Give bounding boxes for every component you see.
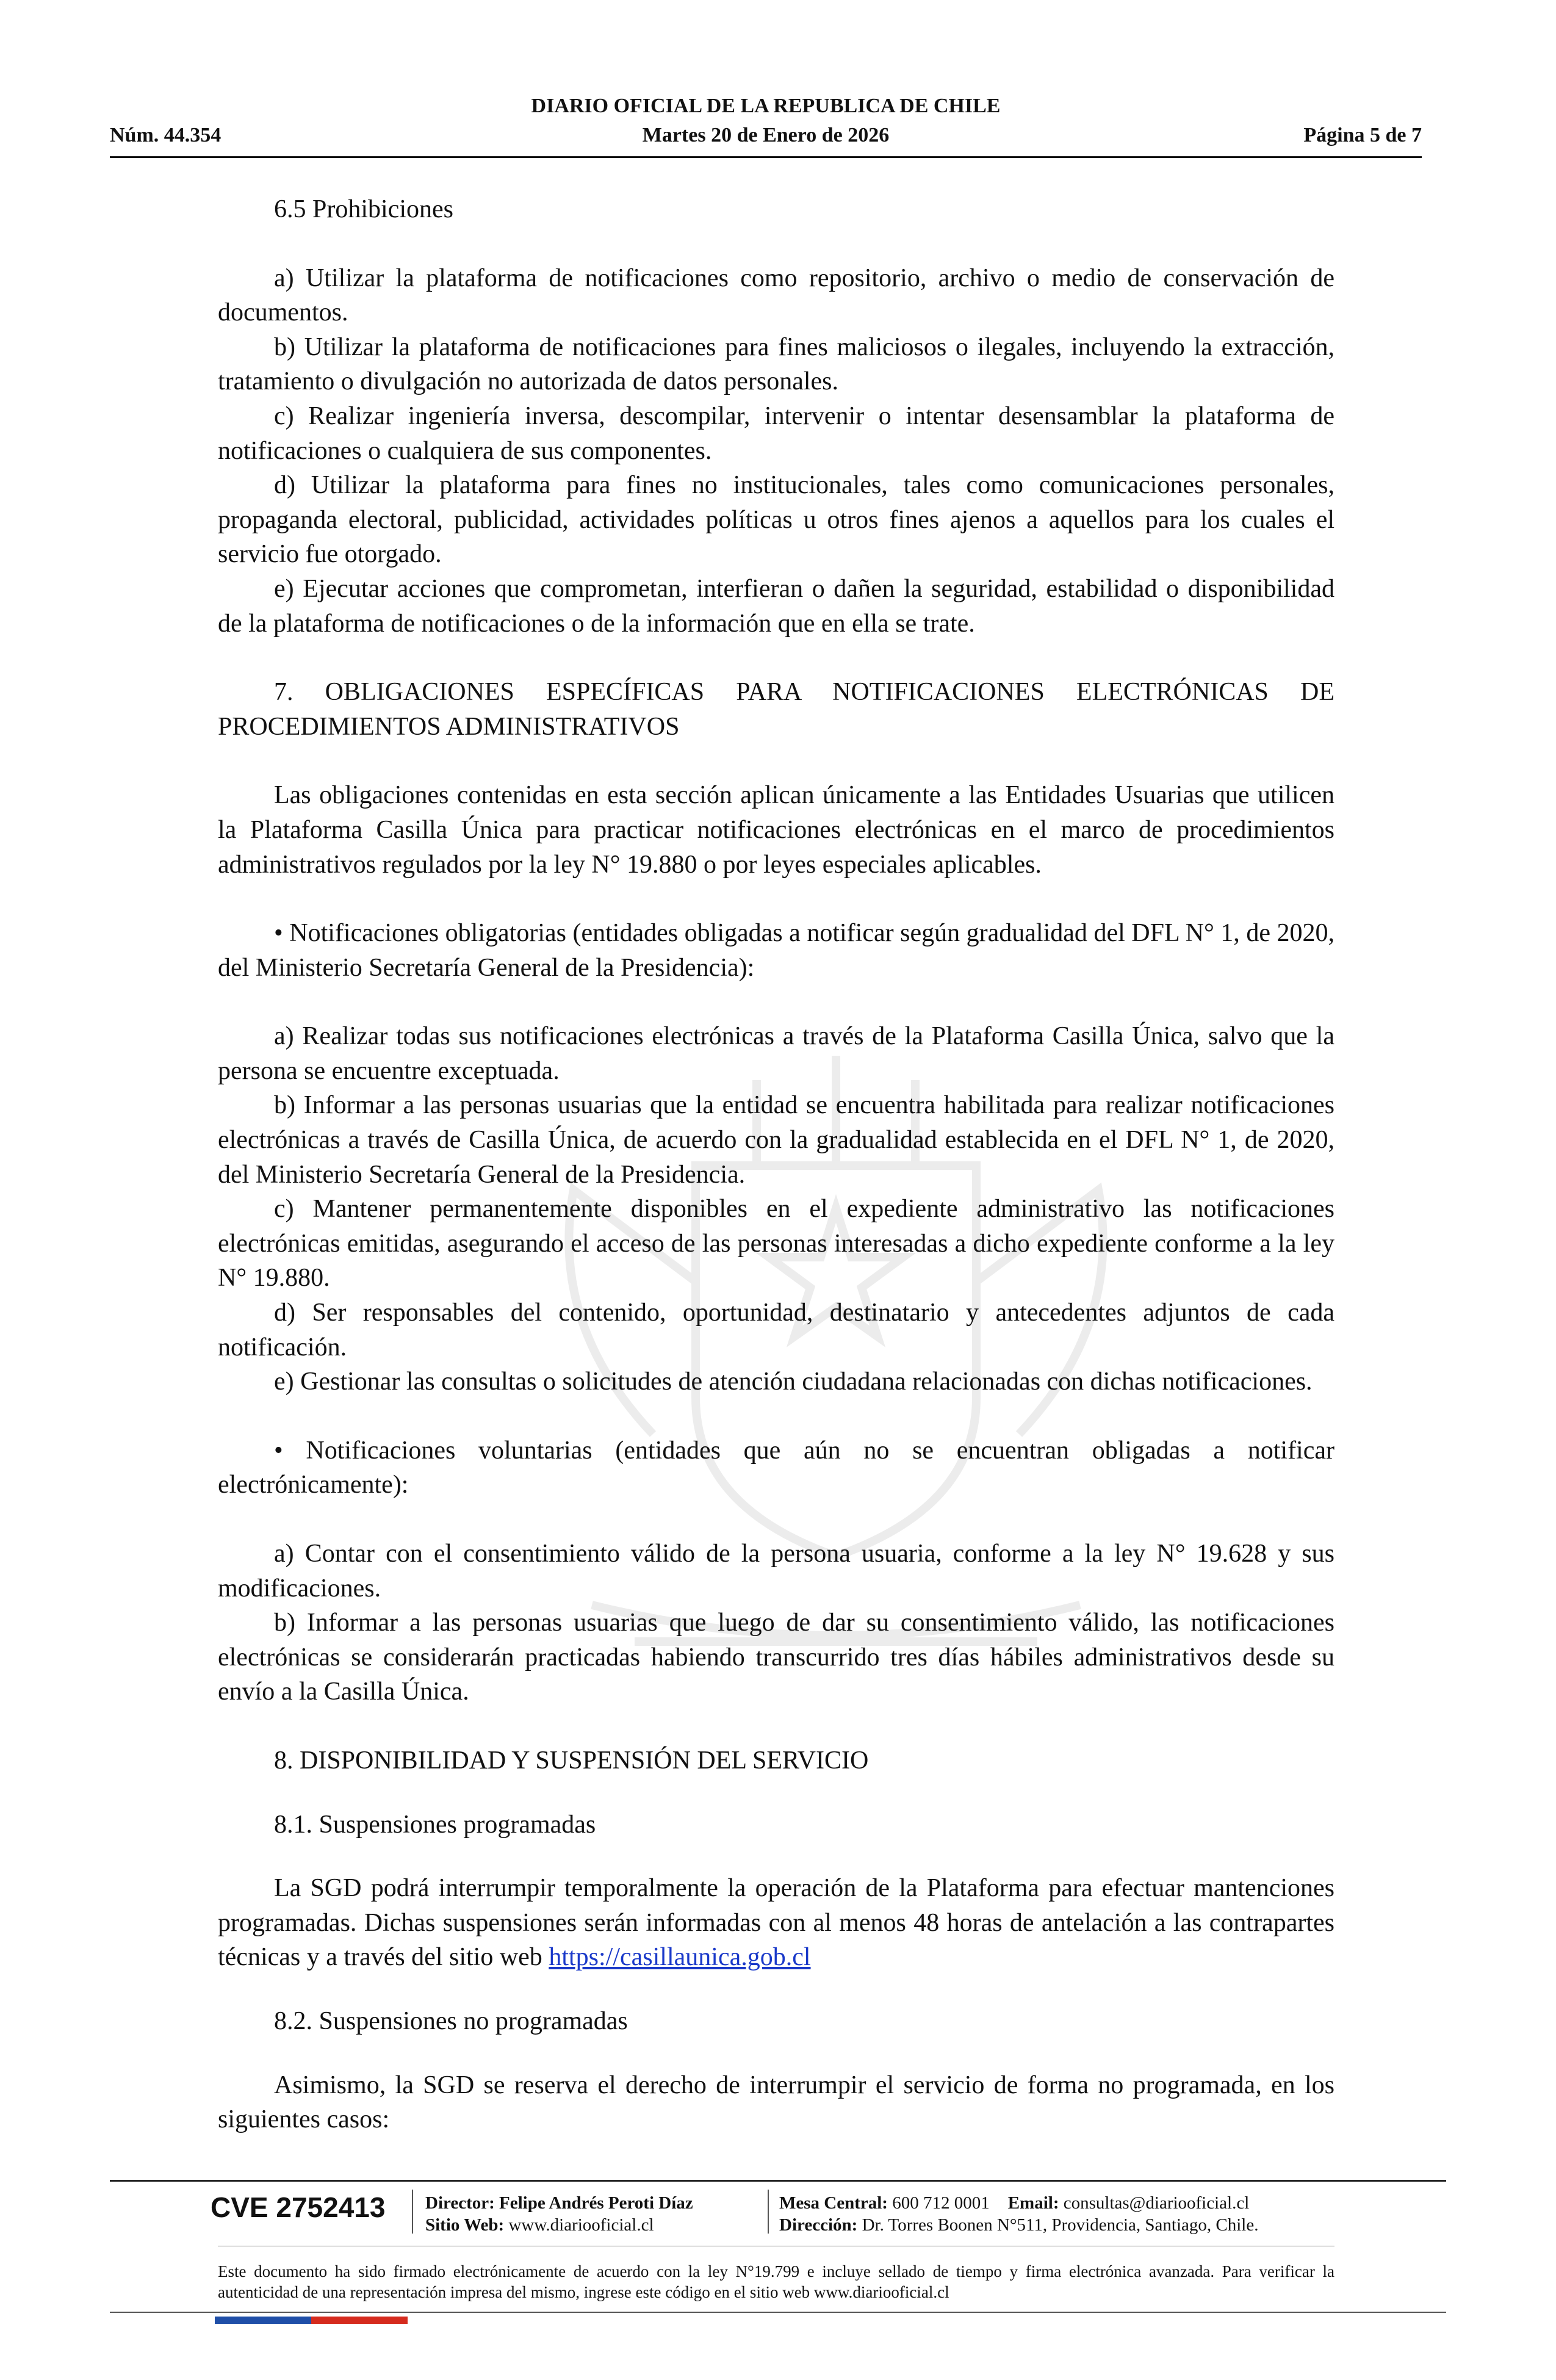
footer-contact-block bbox=[779, 2192, 1258, 2236]
paragraph: Asimismo, la SGD se reserva el derecho de interrumpir el servicio de forma no programada, en los siguientes casos: bbox=[218, 2071, 1334, 2134]
paragraph: c) Mantener permanentemente disponibles en el expediente administrativo las notificaciones electrónicas emitidas, asegurando el acceso de las personas interesadas a dicho expediente conforme a la ley N° 19.880. bbox=[218, 1195, 1334, 1293]
email-value: consultas@diariooficial.cl bbox=[1063, 2193, 1250, 2213]
phone-label: Mesa Central: bbox=[779, 2193, 888, 2213]
paragraph: c) Realizar ingeniería inversa, descompilar, intervenir o intentar desensamblar la plataforma de notificaciones o cualquiera de sus componentes. bbox=[218, 402, 1334, 465]
section-heading: 7. OBLIGACIONES ESPECÍFICAS PARA NOTIFICACIONES ELECTRÓNICAS DE PROCEDIMIENTOS ADMINISTRATIVOS bbox=[218, 678, 1334, 741]
paragraph: b) Informar a las personas usuarias que la entidad se encuentra habilitada para realizar notificaciones electrónicas a través de Casilla Única, de acuerdo con la gradualidad establecida en el DFL N° 1, de 2020, del Ministerio Secretaría General de la Presidencia. bbox=[218, 1091, 1334, 1189]
section-heading: 6.5 Prohibiciones bbox=[274, 195, 453, 223]
subsection-heading: 8.2. Suspensiones no programadas bbox=[274, 2007, 628, 2035]
paragraph: a) Utilizar la plataforma de notificaciones como repositorio, archivo o medio de conservación de documentos. bbox=[218, 264, 1334, 327]
cve-code: CVE 2752413 bbox=[211, 2191, 386, 2223]
paragraph: e) Ejecutar acciones que comprometan, interfieran o dañen la seguridad, estabilidad o disponibilidad de la plataforma de notificaciones o de la información que en ella se trate. bbox=[218, 574, 1334, 638]
email-label: Email: bbox=[1007, 2193, 1059, 2213]
paragraph: d) Ser responsables del contenido, oportunidad, destinatario y antecedentes adjuntos de cada notificación. bbox=[218, 1299, 1334, 1361]
issue-date: Martes 20 de Enero de 2026 bbox=[642, 124, 890, 146]
address-value: Dr. Torres Boonen N°511, Providencia, Santiago, Chile. bbox=[862, 2215, 1259, 2235]
paragraph bbox=[218, 1871, 1334, 1975]
address-label: Dirección: bbox=[779, 2215, 858, 2235]
paragraph: b) Informar a las personas usuarias que luego de dar su consentimiento válido, las notificaciones electrónicas se considerarán practicadas habiendo transcurrido tres días hábiles administrativos desde su envío a la Casilla Única. bbox=[218, 1609, 1334, 1706]
paragraph: • Notificaciones obligatorias (entidades obligadas a notificar según gradualidad del DFL N° 1, de 2020, del Ministerio Secretaría General de la Presidencia): bbox=[218, 919, 1334, 982]
subsection-heading: 8.1. Suspensiones programadas bbox=[274, 1810, 596, 1839]
site-label: Sitio Web: bbox=[425, 2215, 505, 2235]
paragraph: • Notificaciones voluntarias (entidades que aún no se encuentran obligadas a notificar electrónicamente): bbox=[218, 1436, 1334, 1499]
document-body bbox=[218, 192, 1334, 2137]
paragraph-text: La SGD podrá interrumpir temporalmente la operación de la Plataforma para efectuar mantenciones programadas. Dichas suspensiones serán informadas con al menos 48 horas de antelación a las contrapartes técnicas y a través del sitio web bbox=[218, 1874, 1334, 1972]
newspaper-title: DIARIO OFICIAL DE LA REPUBLICA DE CHILE bbox=[531, 95, 1001, 117]
paragraph: d) Utilizar la plataforma para fines no institucionales, tales como comunicaciones personales, propaganda electoral, publicidad, actividades políticas u otros fines ajenos a aquellos para los cuales el servicio fue otorgado. bbox=[218, 471, 1334, 569]
page-number: Página 5 de 7 bbox=[1303, 124, 1422, 146]
director-label: Director: bbox=[425, 2193, 495, 2213]
footer-bottom-divider bbox=[110, 2312, 1446, 2313]
signature-note: Este documento ha sido firmado electrónicamente de acuerdo con la ley N°19.799 e incluye sellado de tiempo y firma electrónica avanzada. Para verificar la autenticidad de una representación impresa del mismo, ingrese este código en el sitio web www.diariooficial.cl bbox=[218, 2262, 1334, 2301]
director-name: Felipe Andrés Peroti Díaz bbox=[499, 2193, 693, 2213]
header-divider bbox=[110, 156, 1422, 158]
paragraph: b) Utilizar la plataforma de notificaciones para fines maliciosos o ilegales, incluyendo la extracción, tratamiento o divulgación no autorizada de datos personales. bbox=[218, 333, 1334, 396]
site-value: www.diariooficial.cl bbox=[508, 2215, 654, 2235]
paragraph: a) Contar con el consentimiento válido de la persona usuaria, conforme a la ley N° 19.628 y sus modificaciones. bbox=[218, 1540, 1334, 1603]
footer-divider bbox=[110, 2180, 1446, 2182]
footer-director-block bbox=[425, 2192, 693, 2236]
flag-stripe bbox=[215, 2317, 408, 2324]
section-heading: 8. DISPONIBILIDAD Y SUSPENSIÓN DEL SERVICIO bbox=[274, 1746, 869, 1775]
footer-separator bbox=[412, 2190, 413, 2234]
phone-value: 600 712 0001 bbox=[892, 2193, 990, 2213]
page-header bbox=[110, 95, 1422, 156]
issue-number: Núm. 44.354 bbox=[110, 124, 222, 146]
paragraph: a) Realizar todas sus notificaciones electrónicas a través de la Plataforma Casilla Única, salvo que la persona se encuentre exceptuada. bbox=[218, 1022, 1334, 1085]
paragraph: Las obligaciones contenidas en esta sección aplican únicamente a las Entidades Usuarias que utilicen la Plataforma Casilla Única para practicar notificaciones electrónicas en el marco de procedimientos administrativos regulados por la ley N° 19.880 o por leyes especiales aplicables. bbox=[218, 781, 1334, 879]
flag-blue-segment bbox=[215, 2317, 311, 2324]
footer-separator bbox=[768, 2190, 769, 2234]
paragraph: e) Gestionar las consultas o solicitudes de atención ciudadana relacionadas con dichas notificaciones. bbox=[274, 1368, 1313, 1396]
casilla-unica-link[interactable]: https://casillaunica.gob.cl bbox=[549, 1943, 811, 1972]
flag-red-segment bbox=[311, 2317, 408, 2324]
